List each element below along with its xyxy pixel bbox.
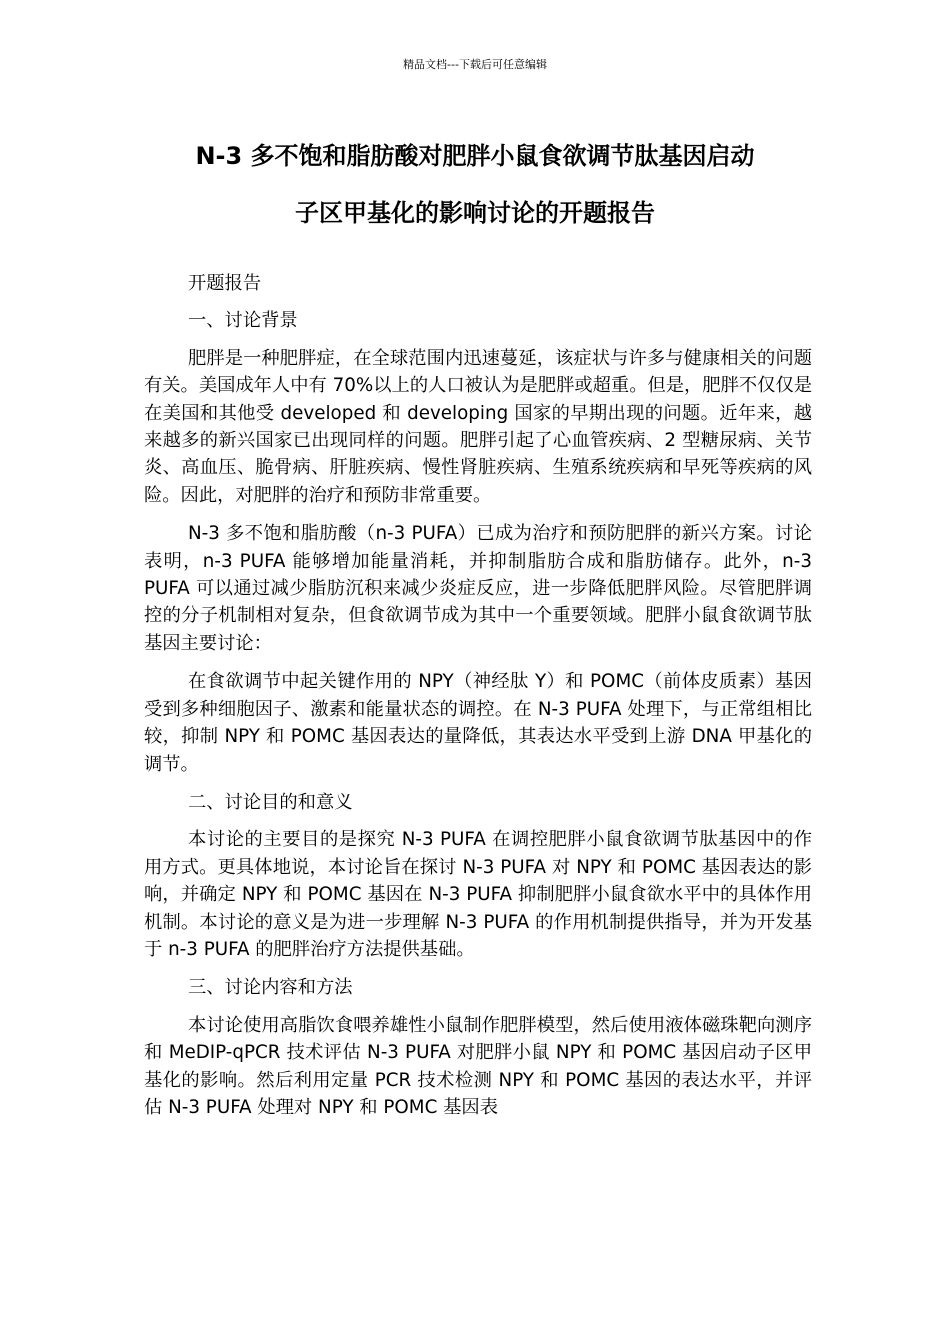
section-1-paragraph-3: 在食欲调节中起关键作用的 NPY（神经肽 Y）和 POMC（前体皮质素）基因受到多种细胞因子、激素和能量状态的调控。在 N-3 PUFA 处理下，与正常组相比较，抑制 NPY 和 POMC 基因表达的量降低，其表达水平受到上游 DNA 甲基化的调节。 [144, 671, 812, 775]
section-3-paragraph-1: 本讨论使用高脂饮食喂养雄性小鼠制作肥胖模型，然后使用液体磁珠靶向测序和 MeDIP-qPCR 技术评估 N-3 PUFA 对肥胖小鼠 NPY 和 POMC 基因启动子区甲基化的影响。然后利用定量 PCR 技术检测 NPY 和 POMC 基因的表达水平，并评估 N-3 PUFA 处理对 NPY 和 POMC 基因表 [144, 1014, 812, 1118]
section-1-paragraph-1: 肥胖是一种肥胖症，在全球范围内迅速蔓延，该症状与许多与健康相关的问题有关。美国成年人中有 70%以上的人口被认为是肥胖或超重。但是，肥胖不仅仅是在美国和其他受 developed 和 developing 国家的早期出现的问题。近年来，越来越多的新兴国家已出现同样的问题。肥胖引起了心血管疾病、2 型糖尿病、关节炎、高血压、脆骨病、肝脏疾病、慢性肾脏疾病、生殖系统疾病和早死等疾病的风险。因此，对肥胖的治疗和预防非常重要。 [144, 347, 813, 506]
page-header: 精品文档---下载后可任意编辑 [403, 58, 547, 71]
section-1-heading: 一、讨论背景 [188, 310, 298, 332]
document-title-line-1: N-3 多不饱和脂肪酸对肥胖小鼠食欲调节肽基因启动 [195, 142, 755, 170]
section-3-heading: 三、讨论内容和方法 [188, 977, 353, 999]
document-title-line-2: 子区甲基化的影响讨论的开题报告 [295, 199, 655, 227]
section-2-paragraph-1: 本讨论的主要目的是探究 N-3 PUFA 在调控肥胖小鼠食欲调节肽基因中的作用方式。更具体地说，本讨论旨在探讨 N-3 PUFA 对 NPY 和 POMC 基因表达的影响，并确定 NPY 和 POMC 基因在 N-3 PUFA 抑制肥胖小鼠食欲水平中的具体作用机制。本讨论的意义是为进一步理解 N-3 PUFA 的作用机制提供指导，并为开发基于 n-3 PUFA 的肥胖治疗方法提供基础。 [144, 829, 812, 960]
report-label: 开题报告 [188, 273, 262, 294]
document-body [144, 270, 812, 1132]
section-2-heading: 二、讨论目的和意义 [188, 791, 353, 813]
section-1-paragraph-2: N-3 多不饱和脂肪酸（n-3 PUFA）已成为治疗和预防肥胖的新兴方案。讨论表明，n-3 PUFA 能够增加能量消耗，并抑制脂肪合成和脂肪储存。此外，n-3 PUFA 可以通过减少脂肪沉积来减少炎症反应，进一步降低肥胖风险。尽管肥胖调控的分子机制相对复杂，但食欲调节成为其中一个重要领域。肥胖小鼠食欲调节肽基因主要讨论： [144, 523, 812, 654]
